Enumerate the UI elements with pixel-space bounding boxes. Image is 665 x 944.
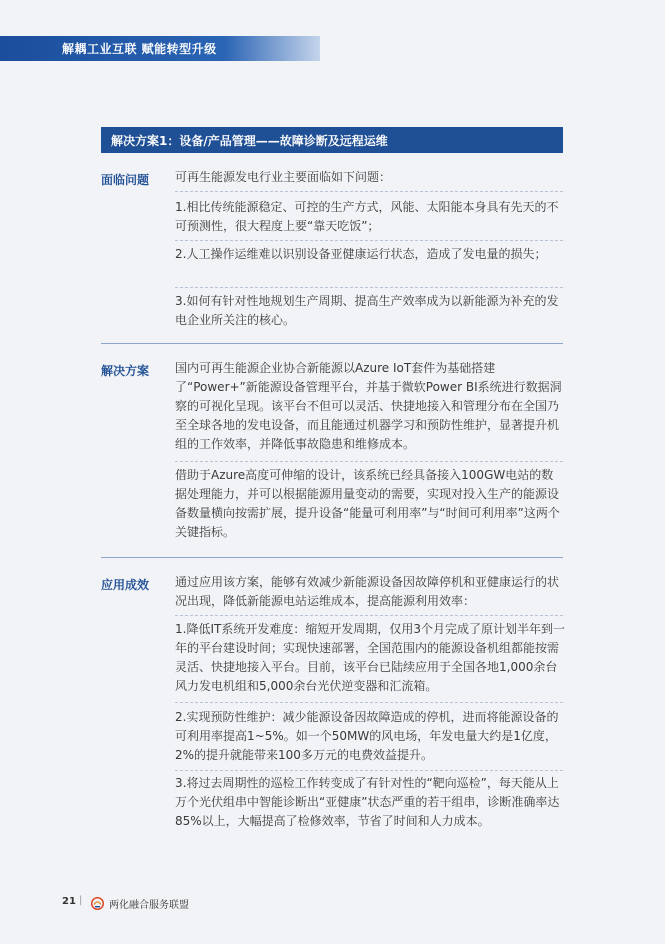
results-label: 应用成效: [101, 578, 150, 592]
result-item-1: 1.降低IT系统开发难度：缩短开发周期，仅用3个月完成了原计划半年到一年的平台建设时间；实现快速部署，全国范围内的能源设备机组都能按需灵活、快捷地接入平台。目前，该平台已陆续应用于全国各地1,000余台风力发电机组和5,000余台光伏逆变器和汇流箱。: [175, 622, 565, 693]
section-title: 解决方案1：设备/产品管理——故障诊断及远程运维: [111, 134, 388, 148]
results-intro: 通过应用该方案，能够有效减少新能源设备因故障停机和亚健康运行的状况出现，降低新能源电站运维成本，提高能源利用效率：: [175, 575, 560, 608]
dashed-divider: [175, 615, 563, 616]
dashed-divider: [175, 240, 563, 241]
header-title: 解耦工业互联 赋能转型升级: [62, 42, 217, 56]
footer-separator: |: [79, 895, 83, 906]
solution-paragraph-2: 借助于Azure高度可伸缩的设计，该系统已经具备接入100GW电站的数据处理能力，并可以根据能源用量变动的需要，实现对投入生产的能源设备数量横向按需扩展，提升设备“能量可利用率”与“时间可利用率”这两个关键指标。: [175, 468, 560, 539]
result-item-2: 2.实现预防性维护：减少能源设备因故障造成的停机，进而将能源设备的可利用率提高1~5%。如一个50MW的风电场，年发电量大约是1亿度，2%的提升就能带来100多万元的电费效益提升。: [175, 710, 559, 762]
section-divider: [101, 557, 563, 558]
problems-label: 面临问题: [101, 173, 150, 187]
dashed-divider: [175, 461, 563, 462]
solution-paragraph-1: 国内可再生能源企业协合新能源以Azure IoT套件为基础搭建了“Power+”新能源设备管理平台，并基于微软Power BI系统进行数据洞察的可视化呈现。该平台不但可以灵活、快捷地接入和管理分布在全国乃至全球各地的发电设备，而且能通过机器学习和预防性维护，显著提升机组的工作效率，并降低事故隐患和维修成本。: [175, 361, 562, 451]
section-divider: [101, 343, 563, 344]
page-footer: [0, 893, 665, 913]
dashed-divider: [175, 191, 563, 192]
dashed-divider: [175, 770, 563, 771]
section-header: [101, 127, 563, 153]
solution-label: 解决方案: [101, 364, 150, 378]
dashed-divider: [175, 287, 563, 288]
problem-item-1: 1.相比传统能源稳定、可控的生产方式，风能、太阳能本身具有先天的不可预测性，很大程度上要“靠天吃饭”；: [175, 200, 559, 233]
dashed-divider: [175, 702, 563, 703]
result-item-3: 3.将过去周期性的巡检工作转变成了有针对性的“靶向巡检”，每天能从上万个光伏组串中智能诊断出“亚健康”状态严重的若干组串，诊断准确率达85%以上，大幅提高了检修效率，节省了时间和人力成本。: [175, 776, 560, 828]
header-banner: [0, 36, 320, 61]
page-number: 21: [62, 896, 76, 907]
problem-item-3: 3.如何有针对性地规划生产周期、提高生产效率成为以新能源为补充的发电企业所关注的核心。: [175, 294, 559, 327]
problems-intro: 可再生能源发电行业主要面临如下问题：: [175, 170, 392, 184]
organization-name: 两化融合服务联盟: [109, 900, 189, 911]
problem-item-2: 2.人工操作运维难以识别设备亚健康运行状态，造成了发电量的损失；: [175, 247, 547, 261]
alliance-logo-icon: [91, 895, 104, 908]
